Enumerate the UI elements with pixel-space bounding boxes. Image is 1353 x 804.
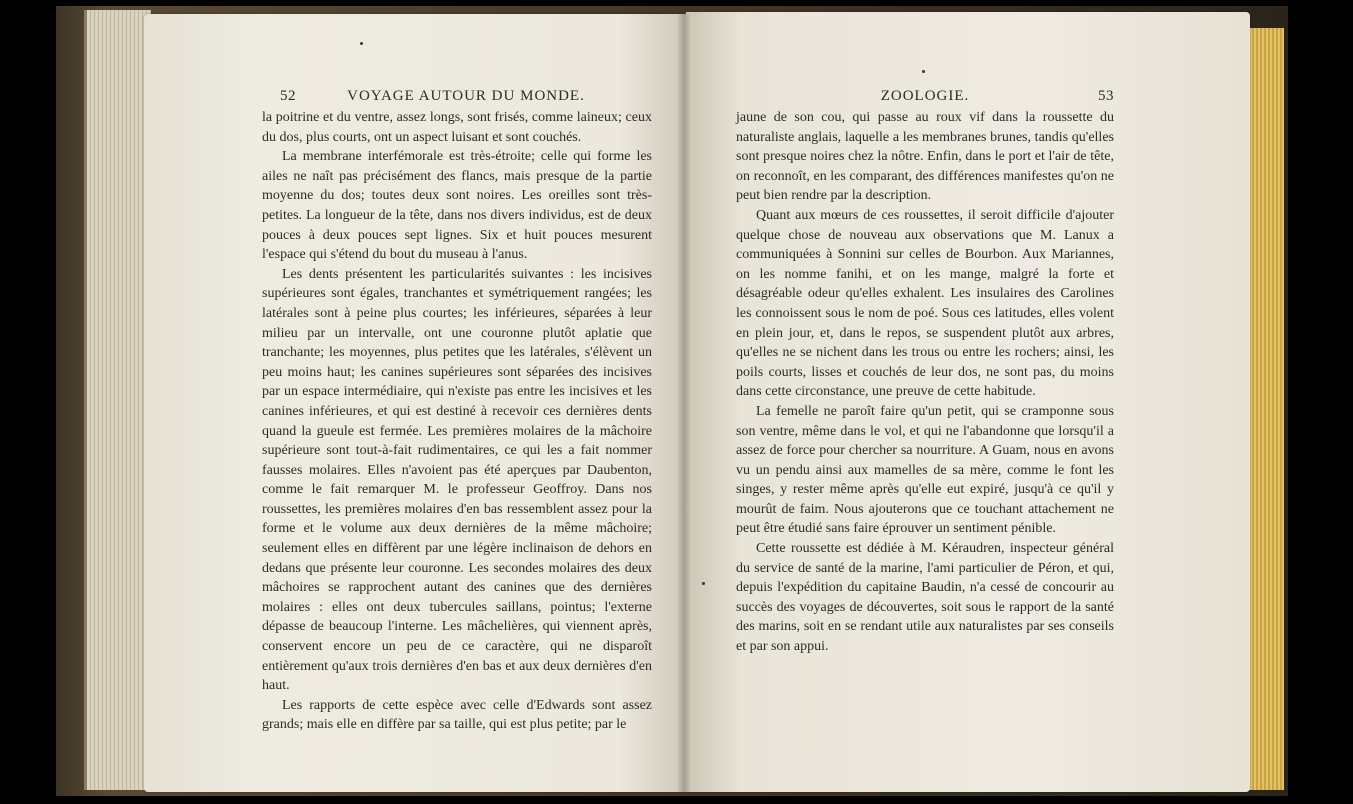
left-running-head: [280, 88, 652, 108]
right-paragraph-1: jaune de son cou, qui passe au roux vif dans la roussette du naturaliste anglais, laquelle a les membranes brunes, tandis qu'elles sont presque noires chez la nôtre. Enfin, dans le port et l'air de tête, on reconnoît, en les comparant, des différences manifestes qu'on ne peut bien rendre par la description.: [736, 110, 1114, 204]
paper-speck: [922, 70, 925, 73]
paper-speck: [360, 42, 363, 45]
right-page-text: [736, 108, 1114, 657]
right-paragraph-2: Quant aux mœurs de ces roussettes, il seroit difficile d'ajouter quelque chose de nouveau aux observations que M. Lanux a communiquées à Sonnini sur celles de Bourbon. Aux Mariannes, on les nomme fanihi, et on les mange, malgré la forte et désagréable odeur qu'elles exhalent. Les insulaires des Carolines les connoissent sous le nom de poé. Sous ces latitudes, elles volent en plein jour, et, dans le repos, se suspendent plutôt aux arbres, qu'elles ne se nichent dans les trous ou entre les rochers; ainsi, les poils courts, lisses et couchés de leur dos, ne sont pas, du moins dans cette circonstance, une preuve de cette habitude.: [736, 207, 1114, 400]
left-running-title: VOYAGE AUTOUR DU MONDE.: [347, 88, 585, 104]
left-paragraph-1: la poitrine et du ventre, assez longs, sont frisés, comme laineux; ceux du dos, plus courts, ont un aspect luisant et sont couchés.: [262, 110, 652, 145]
left-paragraph-2: La membrane interfémorale est très-étroite; celle qui forme les ailes ne naît pas précisément des flancs, mais presque de la partie moyenne du dos; toutes deux sont noires. Les oreilles sont très-petites. La longueur de la tête, dans nos divers individus, est de deux pouces à deux pouces sept lignes. Six et huit pouces mesurent l'espace qui s'étend du bout du museau à l'anus.: [262, 149, 652, 263]
right-paragraph-4: Cette roussette est dédiée à M. Kéraudren, inspecteur général du service de santé de la marine, l'ami particulier de Péron, et qui, depuis l'expédition du capitaine Baudin, n'a cessé de concourir au succès des voyages de découvertes, soit sous le rapport de la santé des marins, soit en se rendant utile aux naturalistes par ses conseils et par son appui.: [736, 541, 1114, 655]
left-page-text: [262, 108, 652, 735]
left-page-number: 52: [280, 88, 296, 104]
left-paragraph-3: Les dents présentent les particularités suivantes : les incisives supérieures sont égales, tranchantes et symétriquement rangées; les latérales sont à peine plus courtes; les inférieures, séparées à leur milieu par un intervalle, ont une couronne plutôt aplatie que tranchante; les moyennes, plus petites que les latérales, s'élèvent un peu moins haut; les canines supérieures sont séparées des incisives par un espace intermédiaire, qui n'existe pas entre les incisives et les canines inférieures, et qui est destiné à recevoir ces dernières dents quand la gueule est fermée. Les premières molaires de la mâchoire supérieure sont tout-à-fait rudimentaires, ce qui les a fait nommer fausses molaires. Elles n'avoient pas été aperçues par Daubenton, comme le fait remarquer M. le professeur Geoffroy. Dans nos roussettes, les premières molaires d'en bas ressemblent assez pour la forme et le volume aux deux dernières de la même mâchoire; seulement elles en diffèrent par une légère inclinaison de dehors en dedans que présente leur couronne. Les secondes molaires des deux mâchoires se rapprochent autant des canines que des dernières molaires : elles ont deux tubercules saillans, pointus; l'externe dépasse de beaucoup l'interne. Les mâchelières, qui viennent après, conservent encore un peu de ce caractère, qui ne disparoît entièrement qu'aux trois dernières d'en bas et aux deux dernières d'en haut.: [262, 266, 652, 694]
page-edges-left: [84, 10, 151, 790]
left-paragraph-4: Les rapports de cette espèce avec celle d'Edwards sont assez grands; mais elle en diffère par sa taille, qui est plus petite; par le: [262, 697, 652, 733]
page-edges-right: [1248, 28, 1284, 790]
paper-speck: [702, 582, 705, 585]
right-paragraph-3: La femelle ne paroît faire qu'un petit, qui se cramponne sous son ventre, même dans le vol, et qui ne l'abandonne que lorsqu'il a assez de force pour chercher sa nourriture. A Guam, nous en avons vu un pendu ainsi aux mamelles de sa mère, comme le font les singes, y rester même après qu'elle eut expiré, jusqu'à ce qu'il y mourût de faim. Nous ajouterons que ce touchant attachement ne peut être étudié sans faire éprouver un sentiment pénible.: [736, 403, 1114, 537]
right-running-head: [736, 88, 1114, 108]
right-running-title: ZOOLOGIE.: [880, 88, 970, 104]
right-page-number: 53: [1098, 88, 1114, 104]
book-gutter: [676, 14, 692, 792]
